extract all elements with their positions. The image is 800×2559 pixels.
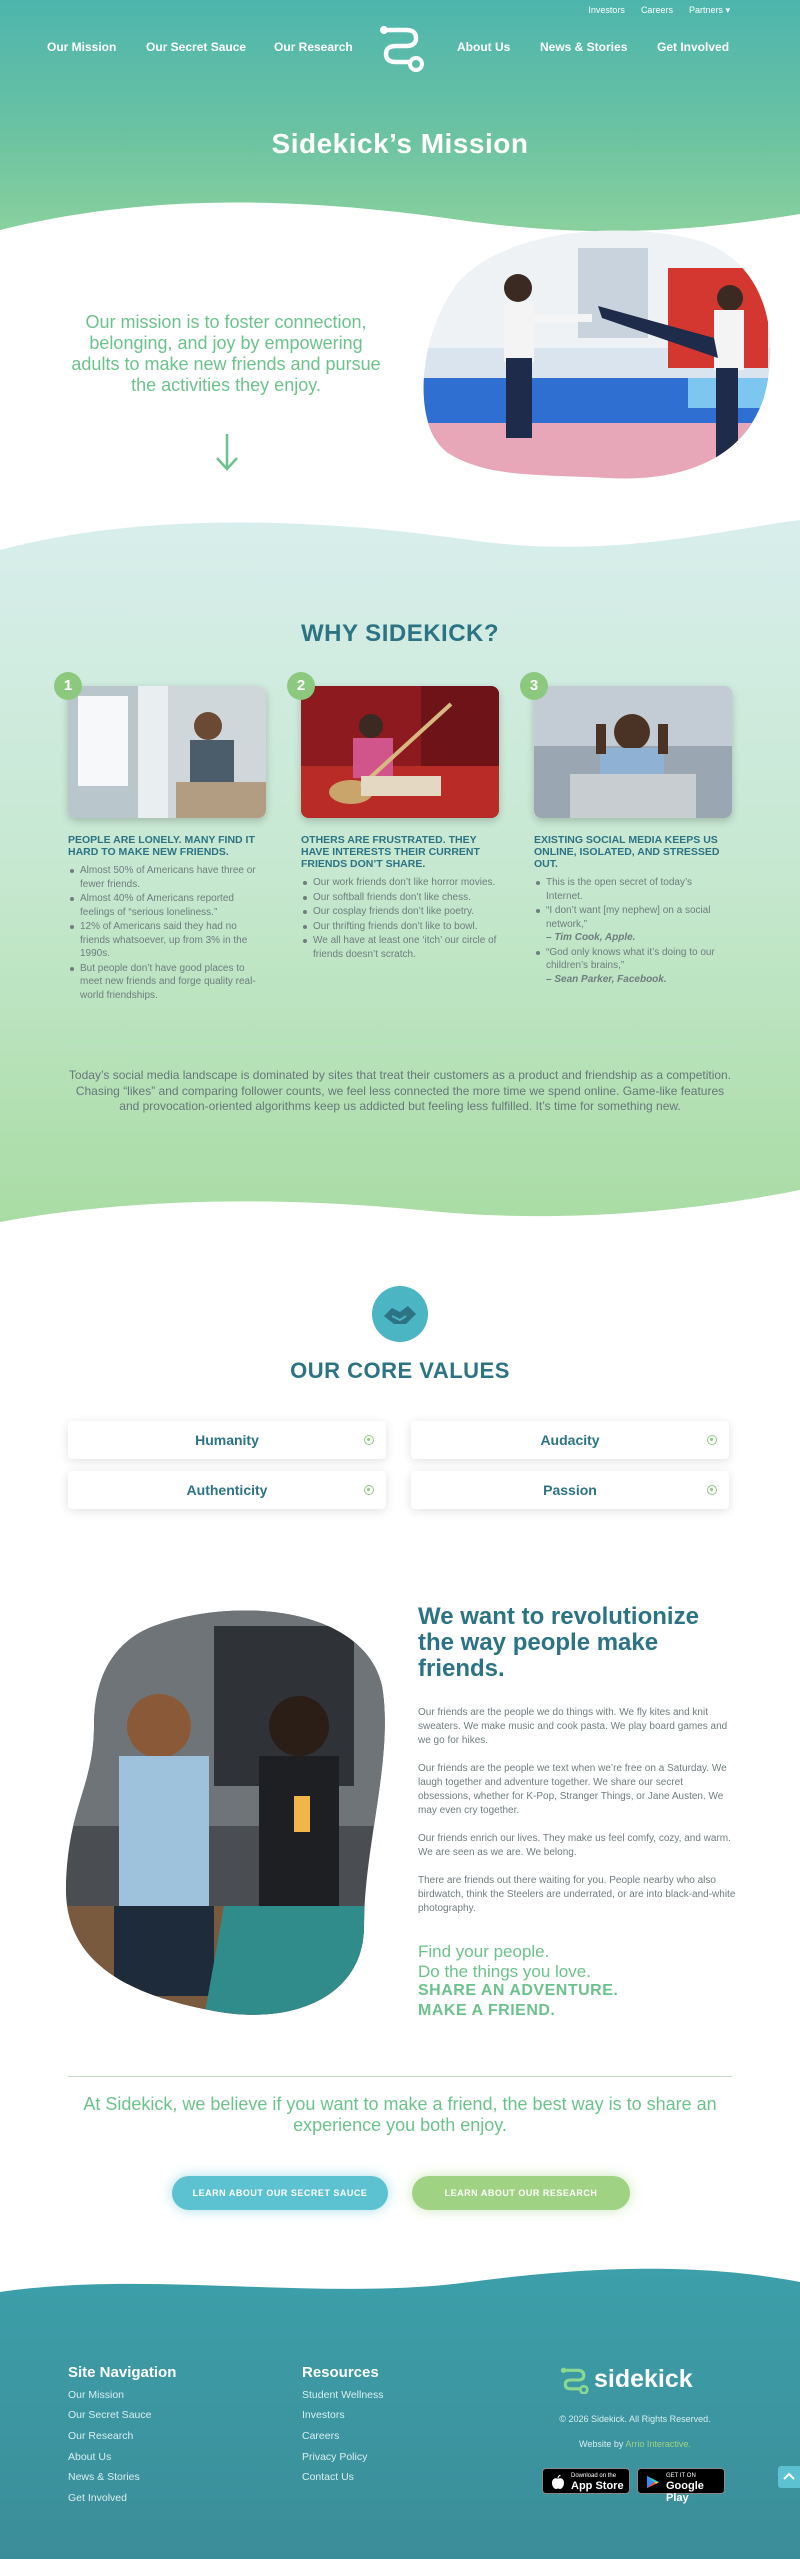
core-values-title: OUR CORE VALUES <box>290 1358 510 1383</box>
scroll-to-top-button[interactable] <box>778 2466 800 2488</box>
copyright-text: © 2026 Sidekick. All Rights Reserved. <box>559 2414 711 2424</box>
footer-logo[interactable] <box>560 2360 710 2400</box>
handshake-icon <box>372 1286 428 1342</box>
belief-statement: At Sidekick, we believe if you want to make a friend, the best way is to share an experience you both enjoy. <box>83 2094 717 2135</box>
list-item: We all have at least one ‘itch’ our circle of friends doesn’t scratch. <box>301 934 497 961</box>
tagline-find-people: Find your people. <box>418 1942 550 1961</box>
core-value-label: Authenticity <box>186 1482 268 1498</box>
google-play-badge[interactable] <box>637 2468 725 2504</box>
list-item: But people don’t have good places to meet new friends and forge quality real-world friendships. <box>68 962 264 1003</box>
footer-link-get-involved[interactable]: Get Involved <box>68 2492 127 2504</box>
website-credit <box>540 2439 730 2449</box>
topbar-link-partners-label: Partners <box>688 5 723 15</box>
list-item: Almost 50% of Americans have three or fewer friends. <box>68 864 264 891</box>
nav-our-secret-sauce[interactable]: Our Secret Sauce <box>146 40 247 54</box>
why-list-frustrated <box>301 876 497 962</box>
research-button[interactable]: LEARN ABOUT OUR RESEARCH <box>412 2176 630 2210</box>
chevron-up-icon <box>778 2466 800 2488</box>
list-item: 12% of Americans said they had no friends whatsoever, up from 3% in the 1990s. <box>68 920 264 961</box>
nav-about-us[interactable]: About Us <box>457 40 511 54</box>
topbar-link-partners[interactable]: Partners ▾ <box>688 5 730 15</box>
section-divider <box>68 1046 732 1047</box>
tagline-share-adventure: SHARE AN ADVENTURE. <box>418 1982 619 1999</box>
why-photo-lonely <box>68 686 266 818</box>
list-item: Our softball friends don’t like chess. <box>301 891 497 905</box>
badge-number-1: 1 <box>54 672 82 700</box>
list-item: This is the open secret of today’s Internet. <box>534 876 730 903</box>
mission-statement: Our mission is to foster connection, belonging, and joy by empowering adults to make new friends and pursue the activities they enjoy. <box>71 312 381 395</box>
expand-icon <box>364 1485 374 1495</box>
topbar-link-careers[interactable]: Careers <box>640 5 673 15</box>
expand-icon <box>364 1435 374 1445</box>
revolution-paragraph: There are friends out there waiting for you. People nearby who also birdwatch, think the Steelers are underrated, or are into black-and-white photography. <box>418 1875 736 1914</box>
website-credit-link[interactable]: Arrio Interactive. <box>625 2439 691 2449</box>
footer-resources-heading: Resources <box>302 2364 379 2381</box>
footer-link-about-us[interactable]: About Us <box>68 2451 112 2463</box>
footer-site-nav-heading: Site Navigation <box>68 2364 177 2381</box>
sidekick-logo-icon[interactable] <box>378 24 424 72</box>
website-credit-prefix: Website by <box>579 2439 626 2449</box>
footer-link-careers[interactable]: Careers <box>302 2430 340 2442</box>
why-heading-lonely: PEOPLE ARE LONELY. MANY FIND IT HARD TO MAKE NEW FRIENDS. <box>68 834 255 858</box>
nav-get-involved[interactable]: Get Involved <box>657 40 730 54</box>
core-value-humanity[interactable] <box>68 1421 386 1459</box>
core-value-label: Audacity <box>540 1432 600 1448</box>
app-store-label: App Store <box>571 2480 624 2492</box>
topbar-link-investors[interactable]: Investors <box>588 5 625 15</box>
badge-number-3: 3 <box>520 672 548 700</box>
expand-icon <box>707 1435 717 1445</box>
arrow-down-icon[interactable] <box>214 432 240 472</box>
footer-brand-name: sidekick <box>594 2365 693 2393</box>
tagline-make-friend: MAKE A FRIEND. <box>418 2002 556 2019</box>
revolutionize-heading: We want to revolutionize the way people make friends. <box>418 1603 699 1682</box>
core-value-audacity[interactable] <box>411 1421 729 1459</box>
quote-text: “God only knows what it’s doing to our children’s brains,” <box>546 946 715 971</box>
tagline-do-things: Do the things you love. <box>418 1962 591 1981</box>
footer-link-contact-us[interactable]: Contact Us <box>302 2471 354 2483</box>
google-play-label: Google Play <box>666 2480 704 2504</box>
friends-laughing-photo <box>64 1606 386 2018</box>
list-item <box>534 946 730 987</box>
utility-nav <box>588 5 730 16</box>
footer-link-our-mission[interactable]: Our Mission <box>68 2389 125 2401</box>
quote-attribution: – Sean Parker, Facebook. <box>546 973 667 985</box>
quote-text: “I don’t want [my nephew] on a social network,” <box>546 905 711 930</box>
why-list-lonely <box>68 864 264 1003</box>
core-value-label: Passion <box>543 1482 597 1498</box>
footer-link-news-stories[interactable]: News & Stories <box>68 2471 140 2483</box>
app-store-badge[interactable] <box>542 2468 630 2494</box>
badge-number-2: 2 <box>287 672 315 700</box>
apple-icon <box>551 2475 565 2489</box>
hero-banner <box>0 0 800 250</box>
why-list-social-media <box>534 876 730 987</box>
why-title: WHY SIDEKICK? <box>300 620 500 647</box>
why-photo-sitar <box>301 686 499 818</box>
sidekick-logo-icon <box>560 2366 590 2394</box>
nav-news-stories[interactable]: News & Stories <box>540 40 628 54</box>
footer-link-student-wellness[interactable]: Student Wellness <box>302 2389 384 2401</box>
list-item: Our work friends don’t like horror movies. <box>301 876 497 890</box>
why-heading-frustrated: OTHERS ARE FRUSTRATED. THEY HAVE INTERESTS THEIR CURRENT FRIENDS DON’T SHARE. <box>301 834 480 870</box>
core-value-authenticity[interactable] <box>68 1471 386 1509</box>
footer-link-privacy-policy[interactable]: Privacy Policy <box>302 2451 368 2463</box>
core-value-label: Humanity <box>195 1432 259 1448</box>
secret-sauce-button[interactable]: LEARN ABOUT OUR SECRET SAUCE <box>172 2176 388 2210</box>
why-summary-paragraph: Today’s social media landscape is dominated by sites that treat their customers as a product and friendship as a competition. Chasing “likes” and comparing follower counts, we feel less connected the more time we spend online. Game-like features and provocation-oriented algorithms keep us addicted but feeling less fulfilled. It’s time for something new. <box>68 1068 732 1113</box>
revolution-paragraph: Our friends are the people we do things with. We fly kites and knit sweaters. We make music and cook pasta. We play board games and we go for hikes. <box>418 1707 728 1746</box>
revolution-paragraph: Our friends are the people we text when we’re free on a Saturday. We laugh together and adventure together. We share our secret obsessions, whether for K-Pop, Stranger Things, or Jane Austen. We may even cry together. <box>418 1763 727 1816</box>
why-photo-stressed <box>534 686 732 818</box>
list-item: Almost 40% of Americans reported feelings of “serious loneliness.” <box>68 892 264 919</box>
list-item: Our thrifting friends don’t like to bowl. <box>301 920 497 934</box>
mission-photo-taekwondo <box>418 228 776 486</box>
nav-our-research[interactable]: Our Research <box>274 40 353 54</box>
core-value-passion[interactable] <box>411 1471 729 1509</box>
quote-attribution: – Tim Cook, Apple. <box>546 932 636 943</box>
page-title: Sidekick’s Mission <box>271 128 529 159</box>
app-store-caption: Download on the <box>571 2473 617 2479</box>
revolution-paragraph: Our friends enrich our lives. They make us feel comfy, cozy, and warm. We are seen as we are. We belong. <box>418 1833 731 1858</box>
list-item: Our cosplay friends don’t like poetry. <box>301 905 497 919</box>
section-divider <box>68 2076 732 2077</box>
footer-link-investors[interactable]: Investors <box>302 2409 345 2421</box>
expand-icon <box>707 1485 717 1495</box>
why-heading-social-media: EXISTING SOCIAL MEDIA KEEPS US ONLINE, ISOLATED, AND STRESSED OUT. <box>534 834 720 870</box>
list-item <box>534 904 730 945</box>
google-play-icon <box>646 2475 660 2489</box>
footer-link-research[interactable]: Our Research <box>68 2430 134 2442</box>
nav-our-mission[interactable]: Our Mission <box>47 40 117 54</box>
footer-link-secret-sauce[interactable]: Our Secret Sauce <box>68 2409 152 2421</box>
google-play-caption: GET IT ON <box>666 2473 696 2479</box>
